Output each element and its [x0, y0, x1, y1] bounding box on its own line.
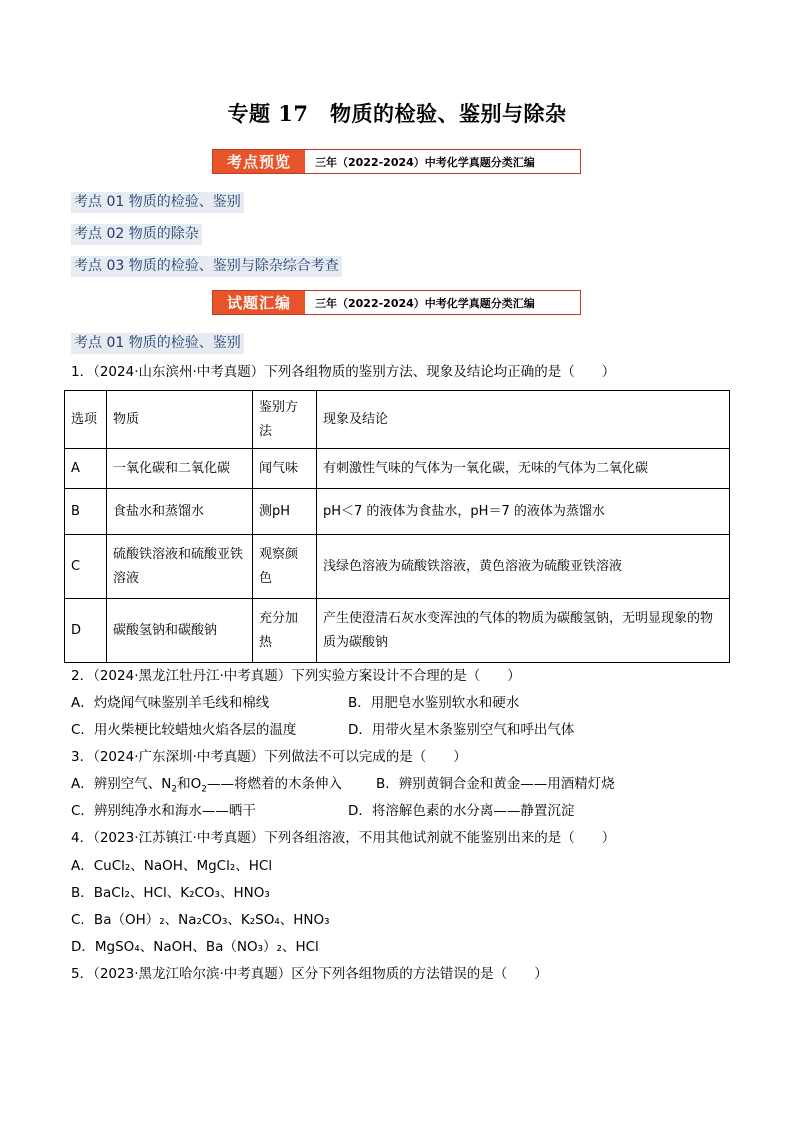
table-row	[65, 599, 730, 663]
table-header-cell: 物质	[107, 391, 253, 449]
question-4-stem: 4．（2023·江苏镇江·中考真题）下列各组溶液，不用其他试剂就不能鉴别出来的是（ ）	[71, 830, 616, 846]
exercises-banner	[212, 290, 581, 315]
question-2-option-c: C．用火柴梗比较蜡烛火焰各层的温度	[71, 722, 297, 738]
question-4-option-c: C．Ba（OH）₂、Na₂CO₃、K₂SO₄、HNO₃	[71, 912, 330, 928]
banner-subtitle: 三年（2022-2024）中考化学真题分类汇编	[315, 155, 535, 169]
table-cell: 有刺激性气味的气体为一氧化碳，无味的气体为二氧化碳	[317, 449, 730, 489]
section-heading: 考点 01 物质的检验、鉴别	[71, 333, 244, 354]
question-3-option-a: A．辨别空气、$N_2$和$O_2——$将燃着的木条伸入	[71, 776, 342, 795]
question-3-option-b: B．辨别黄铜合金和黄金——用酒精灯烧	[376, 776, 615, 792]
table-row	[65, 489, 730, 535]
table-row	[65, 449, 730, 489]
question-3-option-c: C．辨别纯净水和海水——晒干	[71, 803, 256, 819]
preview-banner	[212, 149, 581, 174]
table-cell: 浅绿色溶液为硫酸铁溶液，黄色溶液为硫酸亚铁溶液	[317, 535, 730, 599]
table-cell: D	[65, 599, 107, 663]
question-2-stem: 2．（2024·黑龙江牡丹江·中考真题）下列实验方案设计不合理的是（ ）	[71, 668, 521, 684]
table-cell: 观察颜色	[253, 535, 317, 599]
question-1-table	[64, 390, 730, 663]
table-cell: 产生使澄清石灰水变浑浊的气体的物质为碳酸氢钠，无明显现象的物质为碳酸钠	[317, 599, 730, 663]
banner-subtitle: 三年（2022-2024）中考化学真题分类汇编	[315, 296, 535, 310]
question-3-stem: 3．（2024·广东深圳·中考真题）下列做法不可以完成的是（ ）	[71, 749, 467, 765]
question-2-option-b: B．用肥皂水鉴别软水和硬水	[348, 695, 520, 711]
toc-item-1[interactable]: 考点 01 物质的检验、鉴别	[71, 192, 244, 213]
toc-item-2[interactable]: 考点 02 物质的除杂	[71, 224, 202, 245]
table-cell: B	[65, 489, 107, 535]
question-4-option-b: B．BaCl₂、HCl、K₂CO₃、HNO₃	[71, 885, 270, 901]
question-4-option-d: D．MgSO₄、NaOH、Ba（NO₃）₂、HCl	[71, 939, 319, 955]
banner-tag: 试题汇编	[213, 291, 305, 314]
table-cell: 硫酸铁溶液和硫酸亚铁溶液	[107, 535, 253, 599]
question-2-option-a: A．灼烧闻气味鉴别羊毛线和棉线	[71, 695, 270, 711]
table-cell: 测pH	[253, 489, 317, 535]
table-header-cell: 鉴别方法	[253, 391, 317, 449]
toc-item-3[interactable]: 考点 03 物质的检验、鉴别与除杂综合考查	[71, 256, 342, 277]
table-cell: A	[65, 449, 107, 489]
question-4-option-a: A．CuCl₂、NaOH、MgCl₂、HCl	[71, 858, 273, 874]
table-cell: 一氧化碳和二氧化碳	[107, 449, 253, 489]
table-cell: 碳酸氢钠和碳酸钠	[107, 599, 253, 663]
table-cell: 食盐水和蒸馏水	[107, 489, 253, 535]
table-header-cell: 现象及结论	[317, 391, 730, 449]
table-row	[65, 535, 730, 599]
question-1-stem: 1．（2024·山东滨州·中考真题）下列各组物质的鉴别方法、现象及结论均正确的是（ ）	[71, 364, 616, 380]
table-header-row	[65, 391, 730, 449]
table-cell: 充分加热	[253, 599, 317, 663]
table-cell: C	[65, 535, 107, 599]
table-cell: pH＜7 的液体为食盐水，pH＝7 的液体为蒸馏水	[317, 489, 730, 535]
page-title: 专题 17 物质的检验、鉴别与除杂	[227, 101, 567, 126]
question-2-option-d: D．用带火星木条鉴别空气和呼出气体	[348, 722, 575, 738]
question-5-stem: 5．（2023·黑龙江哈尔滨·中考真题）区分下列各组物质的方法错误的是（ ）	[71, 966, 548, 982]
banner-tag: 考点预览	[213, 150, 305, 173]
table-header-cell: 选项	[65, 391, 107, 449]
table-cell: 闻气味	[253, 449, 317, 489]
question-3-option-d: D．将溶解色素的水分离——静置沉淀	[348, 803, 575, 819]
